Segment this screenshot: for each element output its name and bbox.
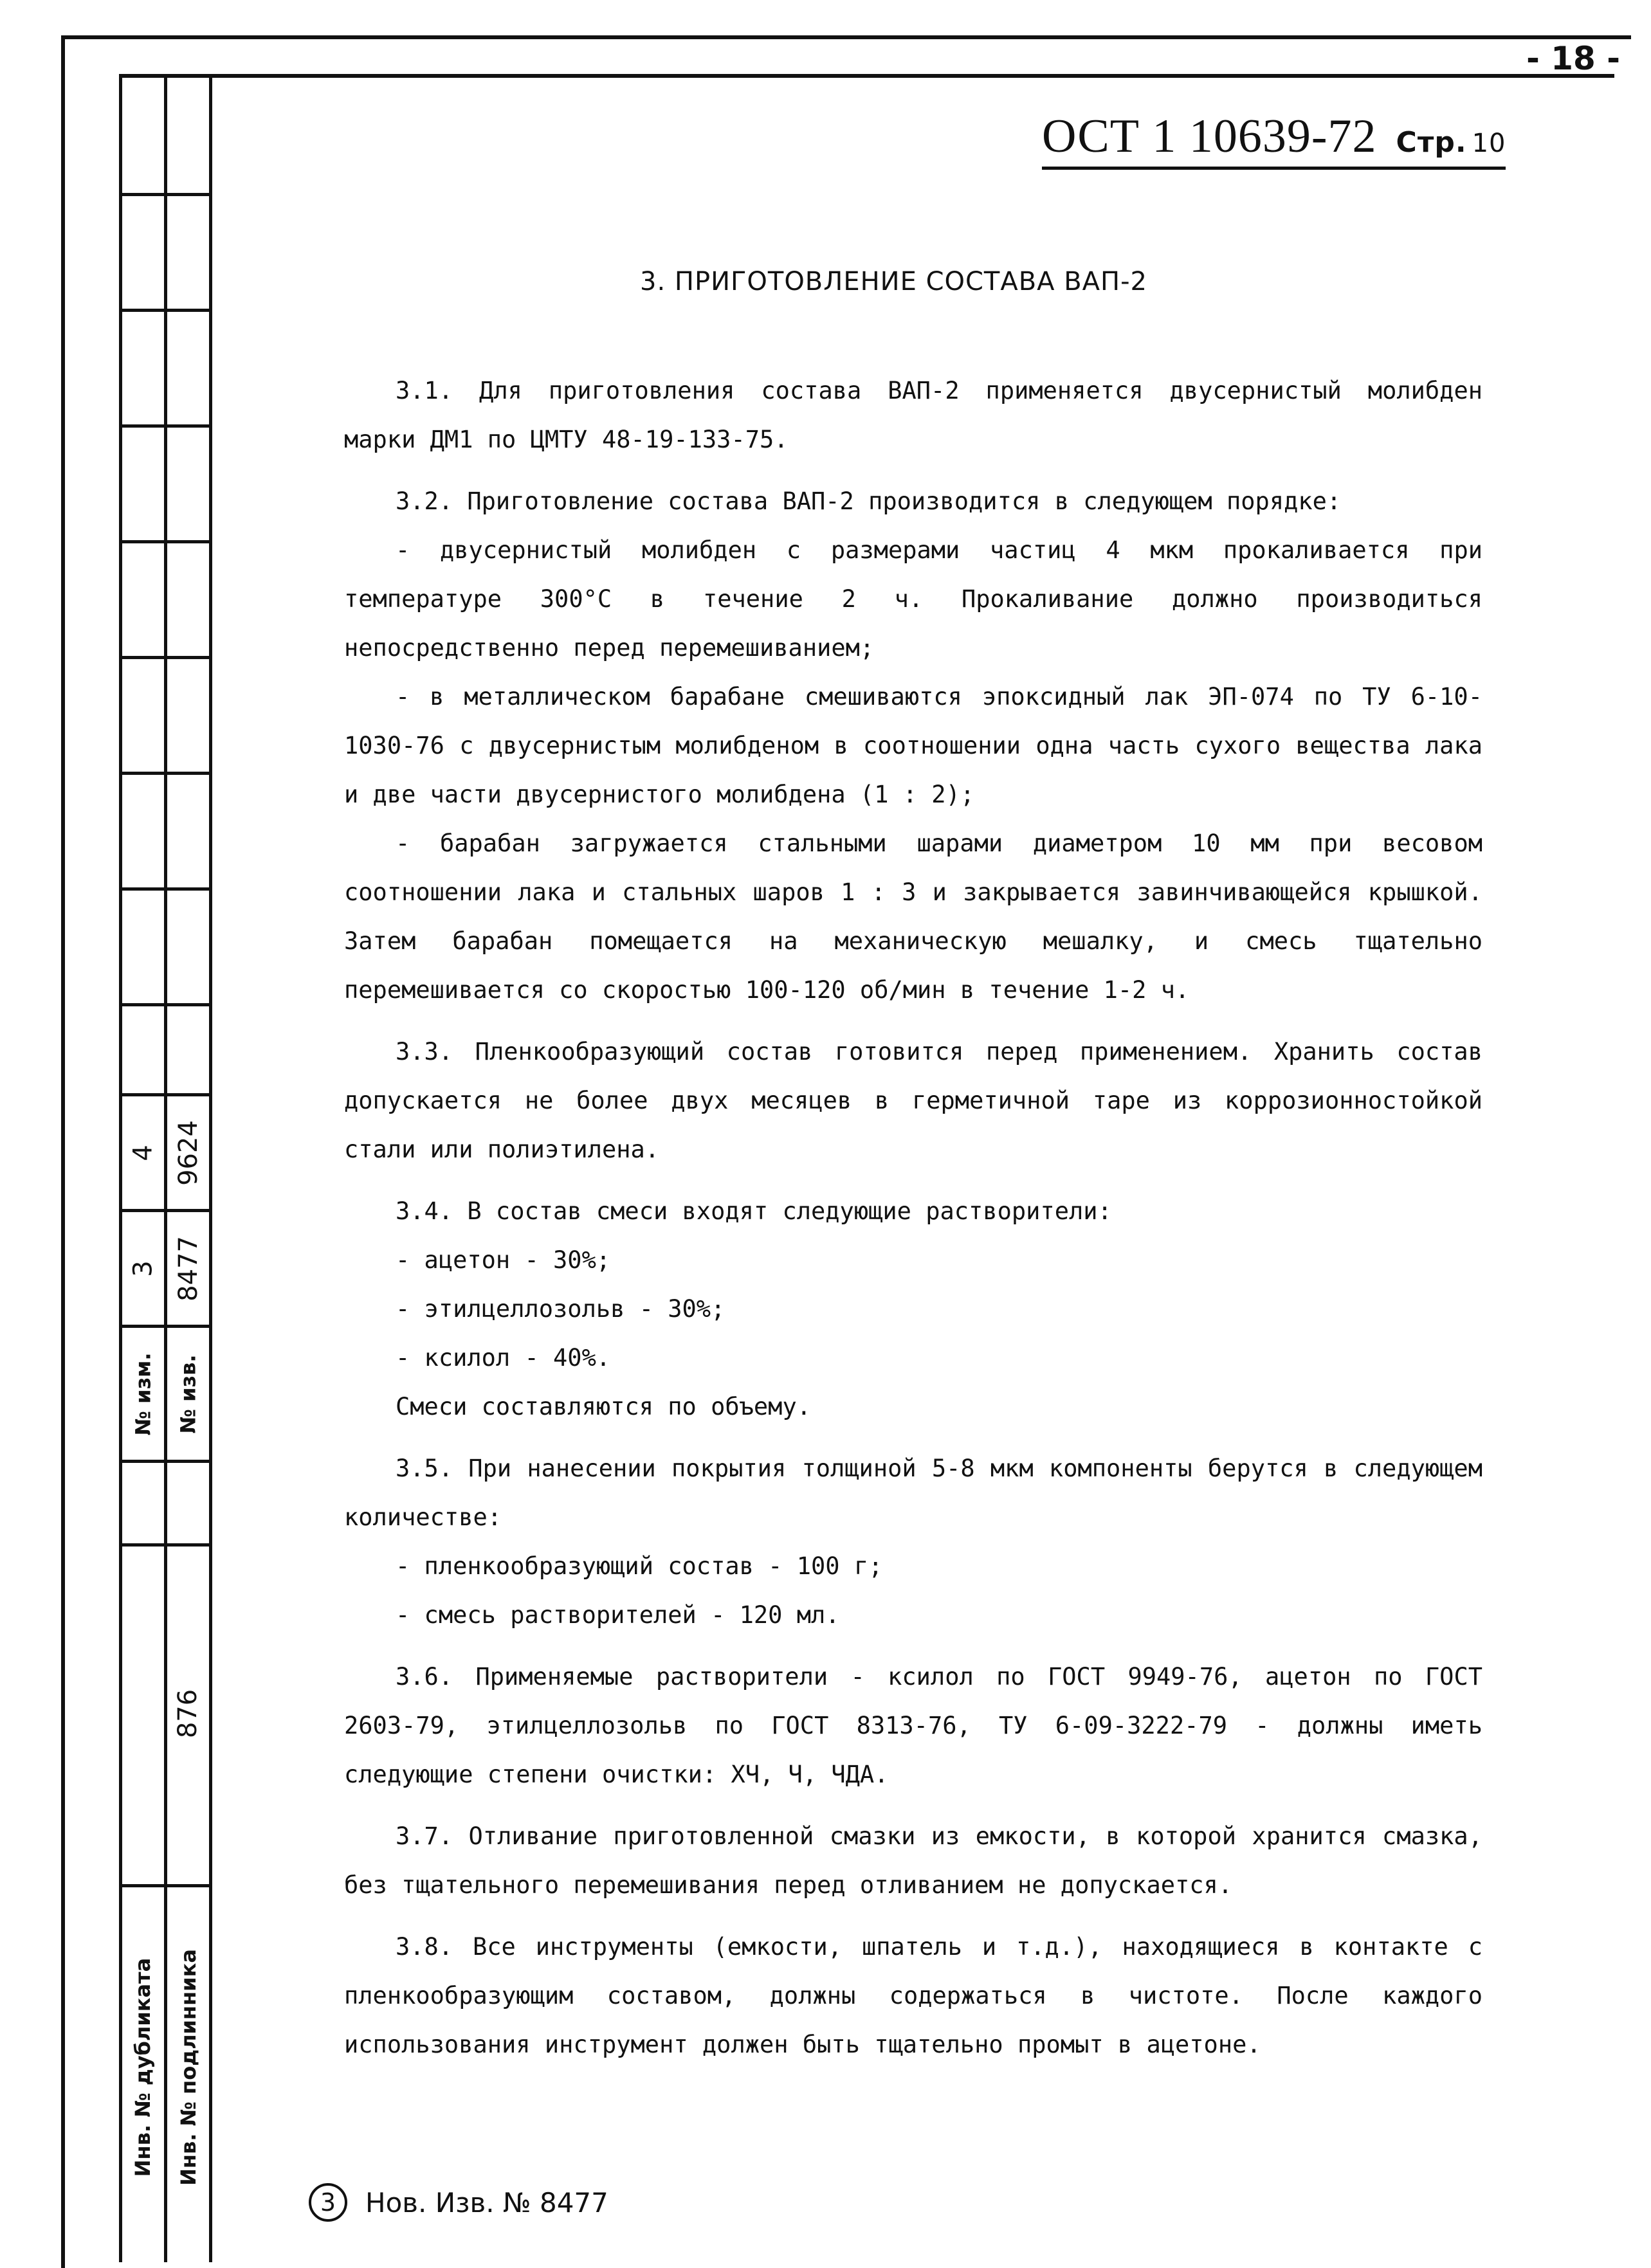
margin-divider — [119, 424, 209, 428]
revision-text: Нов. Изв. № 8477 — [365, 2186, 608, 2218]
izv-value-9624: 9624 — [173, 1120, 203, 1186]
revision-note — [309, 2183, 608, 2222]
list-item: - барабан загружается стальными шарами диаметром 10 мм при весовом соотношении лака и стальных шаров 1 : 3 и закрывается завинчивающейся крышкой. Затем барабан помещается на механическую мешалку, и смесь тщательно перемешивается со скоростью 100-120 об/мин в течение 1-2 ч. — [344, 830, 1482, 1004]
paragraph-3-4: 3.4. В состав смеси входят следующие растворители: — [396, 1197, 1112, 1225]
paragraph-3-3: 3.3. Пленкообразующий состав готовится перед применением. Хранить состав допускается не более двух месяцев в герметичной таре из коррозионностойкой стали или полиэтилена. — [344, 1038, 1482, 1163]
margin-line — [209, 76, 212, 2262]
duplicate-inventory-label: Инв. № дубликата — [131, 1957, 156, 2177]
page-label: Стр. — [1396, 126, 1467, 159]
paragraph-3-1: 3.1. Для приготовления состава ВАП-2 применяется двусернистый молибден марки ДМ1 по ЦМТУ 48-19-133-75. — [344, 377, 1482, 453]
page-value: 10 — [1472, 129, 1506, 158]
margin-divider — [119, 887, 209, 891]
list-item: - смесь растворителей - 120 мл. — [396, 1601, 840, 1629]
margin-divider — [119, 1003, 209, 1006]
izm-value-3: 4 — [128, 1144, 158, 1161]
margin-divider — [119, 540, 209, 543]
margin-divider — [119, 1460, 209, 1463]
izv-label: № изв. — [176, 1354, 201, 1434]
izm-label: № изм. — [131, 1352, 156, 1435]
list-item: - ацетон - 30%; — [396, 1246, 611, 1274]
izv-value-8477: 8477 — [173, 1235, 203, 1302]
list-item: - двусернистый молибден с размерами частиц 4 мкм прокаливается при температуре 300°С в течение 2 ч. Прокаливание должно производиться непосредственно перед перемешиванием; — [344, 536, 1482, 662]
paragraph-3-7: 3.7. Отливание приготовленной смазки из емкости, в которой хранится смазка, без тщательного перемешивания перед отливанием не допускается. — [344, 1822, 1482, 1899]
margin-divider — [119, 656, 209, 659]
izm-value-4: 3 — [128, 1260, 158, 1277]
original-inventory-label: Инв. № подлинника — [176, 1949, 201, 2186]
page-number: - 18 - — [1526, 40, 1620, 77]
revision-circle-icon: 3 — [309, 2183, 347, 2222]
paragraph-3-8: 3.8. Все инструменты (емкости, шпатель и т.д.), находящиеся в контакте с пленкообразующим составом, должны содержаться в чистоте. После каждого использования инструмент должен быть тщательно промыт в ацетоне. — [344, 1933, 1482, 2058]
margin-divider — [119, 772, 209, 775]
paragraph-3-5: 3.5. При нанесении покрытия толщиной 5-8 мкм компоненты берутся в следующем количестве: — [344, 1455, 1482, 1531]
margin-divider — [119, 309, 209, 312]
inventory-number: 876 — [173, 1689, 203, 1739]
note-text: Смеси составляются по объему. — [396, 1393, 812, 1420]
list-item: - этилцеллозольв - 30%; — [396, 1295, 725, 1323]
margin-divider — [119, 193, 209, 196]
list-item: - в металлическом барабане смешиваются эпоксидный лак ЭП-074 по ТУ 6-10-1030-76 с двусернистым молибденом в соотношении одна часть сухого вещества лака и две части двусернистого молибдена (1 : 2); — [344, 683, 1482, 808]
document-code — [1042, 109, 1506, 170]
document-body — [344, 367, 1482, 2069]
standard-code: ОСТ 1 10639-72 — [1042, 110, 1377, 163]
paragraph-3-6: 3.6. Применяемые растворители - ксилол по ГОСТ 9949-76, ацетон по ГОСТ 2603-79, этилцеллозольв по ГОСТ 8313-76, ТУ 6-09-3222-79 - должны иметь следующие степени очистки: ХЧ, Ч, ЧДА. — [344, 1663, 1482, 1788]
list-item: - ксилол - 40%. — [396, 1344, 611, 1372]
section-title: 3. ПРИГОТОВЛЕНИЕ СОСТАВА ВАП-2 — [640, 267, 1148, 296]
paragraph-3-2: 3.2. Приготовление состава ВАП-2 производится в следующем порядке: — [396, 487, 1342, 515]
frame-top-line — [119, 74, 1614, 78]
list-item: - пленкообразующий состав - 100 г; — [396, 1552, 883, 1580]
